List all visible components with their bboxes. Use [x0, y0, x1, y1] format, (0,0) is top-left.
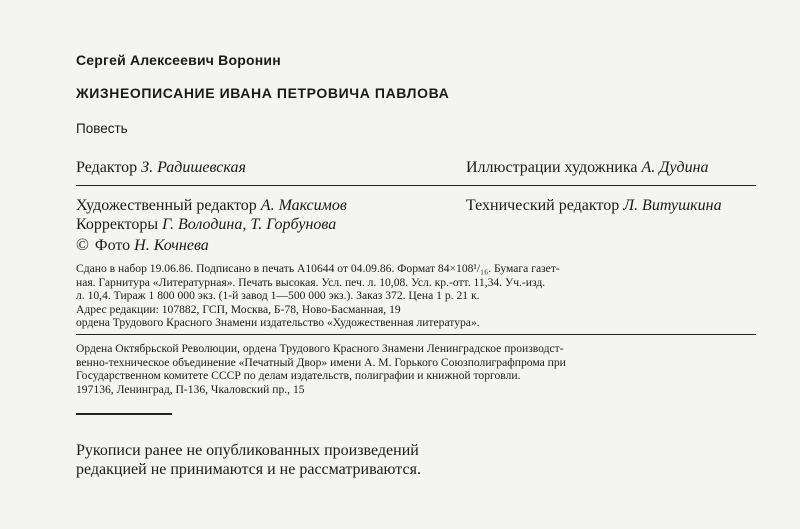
printer-line: Государственном комитете СССР по делам издательств, полиграфии и книжной торговли. [76, 369, 521, 382]
imprint-line: ордена Трудового Красного Знамени издательство «Художественная литература». [76, 316, 480, 329]
printer-line: венно-техническое объединение «Печатный Двор» имени А. М. Горького Союзполиграфпрома при [76, 355, 566, 369]
printer-block [76, 342, 758, 396]
correctors-credit [76, 216, 336, 234]
printer-line: Ордена Октябрьской Революции, ордена Трудового Красного Знамени Ленинградское производст- [76, 342, 564, 355]
correctors-name: Г. Володина, Т. Горбунова [162, 216, 337, 233]
editor-label: Редактор [76, 159, 138, 176]
photo-name: Н. Кочнева [134, 237, 209, 254]
author-name: Сергей Алексеевич Воронин [76, 52, 281, 68]
book-title: ЖИЗНЕОПИСАНИЕ ИВАНА ПЕТРОВИЧА ПАВЛОВА [76, 85, 450, 101]
art-editor-label: Художественный редактор [76, 197, 257, 214]
photo-label: Фото [94, 237, 131, 254]
divider-rule-middle [76, 334, 756, 335]
imprint-line: ная. Гарнитура «Литературная». Печать высокая. Усл. печ. л. 10,08. Усл. кр.-отт. 11,34. Уч.-изд. [76, 275, 546, 289]
illustrator-credit [466, 159, 709, 177]
tech-editor-label: Технический редактор [466, 197, 620, 214]
imprint-line: Сдано в набор 19.06.86. Подписано в печать А10644 от 04.09.86. Формат 84×108¹/₁₆. Бумага газет- [76, 262, 560, 275]
imprint-line: л. 10,4. Тираж 1 800 000 экз. (1-й завод 1—500 000 экз.). Заказ 372. Цена 1 р. 21 к. [76, 289, 480, 302]
book-genre: Повесть [76, 121, 128, 136]
notice-line: редакцией не принимаются и не рассматриваются. [76, 461, 421, 478]
editor-credit [76, 159, 246, 177]
illustrator-label: Иллюстрации художника [466, 159, 638, 176]
notice-line: Рукописи ранее не опубликованных произведений [76, 442, 419, 459]
imprint-line: Адрес редакции: 107882, ГСП, Москва, Б-78, Ново-Басманная, 19 [76, 302, 401, 316]
printer-line: 197136, Ленинград, П-136, Чкаловский пр., 15 [76, 382, 305, 396]
imprint-block [76, 262, 758, 330]
tech-editor-credit [466, 197, 722, 215]
divider-rule-top [76, 185, 756, 186]
editor-name: З. Радишевская [141, 159, 246, 176]
art-editor-credit [76, 197, 347, 215]
copyright-icon: © [76, 235, 89, 254]
art-editor-name: А. Максимов [260, 197, 347, 214]
tech-editor-name: Л. Витушкина [623, 197, 722, 214]
illustrator-name: А. Дудина [641, 159, 709, 176]
correctors-label: Корректоры [76, 216, 159, 233]
photo-credit [76, 235, 209, 255]
manuscripts-notice [76, 441, 421, 479]
short-rule [76, 413, 172, 415]
